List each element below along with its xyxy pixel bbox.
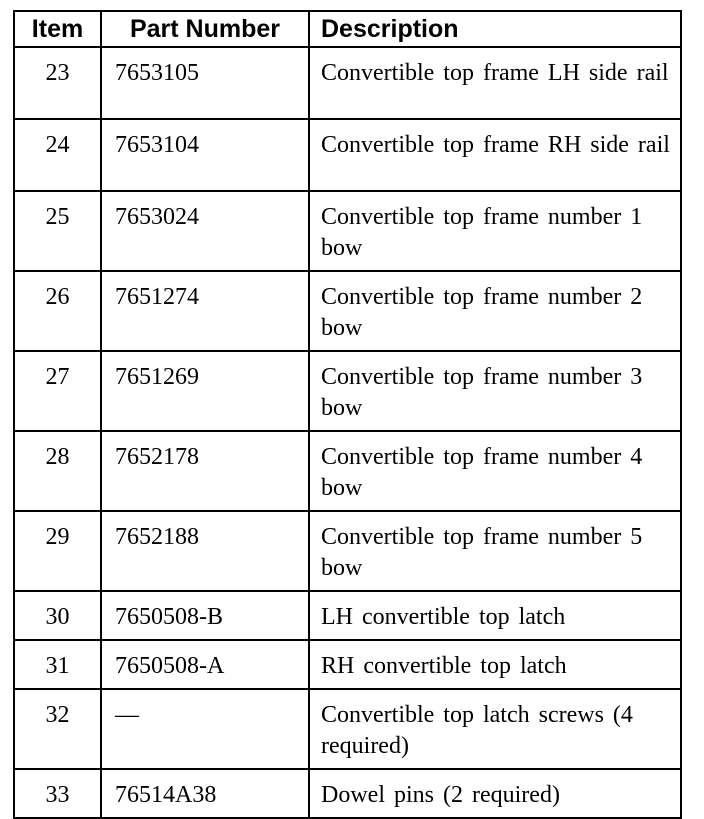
description-cell: Convertible top frame RH side rail bbox=[309, 119, 681, 191]
part-number-cell: 7651274 bbox=[101, 271, 309, 351]
item-cell: 32 bbox=[14, 689, 101, 769]
description-cell: RH convertible top latch bbox=[309, 640, 681, 689]
part-number-cell: 7653024 bbox=[101, 191, 309, 271]
table-row bbox=[14, 191, 681, 271]
header-row bbox=[14, 11, 681, 47]
description-cell: Convertible top frame number 3 bow bbox=[309, 351, 681, 431]
table-row bbox=[14, 431, 681, 511]
part-number-column-header: Part Number bbox=[101, 11, 309, 47]
description-column-header: Description bbox=[309, 11, 681, 47]
item-cell: 33 bbox=[14, 769, 101, 818]
table-body bbox=[14, 47, 681, 818]
part-number-cell: 7653105 bbox=[101, 47, 309, 119]
description-cell: Convertible top frame number 5 bow bbox=[309, 511, 681, 591]
item-cell: 30 bbox=[14, 591, 101, 640]
description-cell: Convertible top latch screws (4 required) bbox=[309, 689, 681, 769]
part-number-cell: 7650508-B bbox=[101, 591, 309, 640]
item-column-header: Item bbox=[14, 11, 101, 47]
table-row bbox=[14, 769, 681, 818]
table-row bbox=[14, 271, 681, 351]
table-row bbox=[14, 591, 681, 640]
table-row bbox=[14, 351, 681, 431]
description-cell: Convertible top frame number 2 bow bbox=[309, 271, 681, 351]
item-cell: 23 bbox=[14, 47, 101, 119]
description-cell: Dowel pins (2 required) bbox=[309, 769, 681, 818]
part-number-cell: — bbox=[101, 689, 309, 769]
table-header bbox=[14, 11, 681, 47]
parts-table bbox=[13, 10, 682, 819]
description-cell: Convertible top frame LH side rail bbox=[309, 47, 681, 119]
item-cell: 27 bbox=[14, 351, 101, 431]
part-number-cell: 7650508-A bbox=[101, 640, 309, 689]
description-cell: LH convertible top latch bbox=[309, 591, 681, 640]
table-row bbox=[14, 640, 681, 689]
part-number-cell: 76514A38 bbox=[101, 769, 309, 818]
table-row bbox=[14, 47, 681, 119]
item-cell: 28 bbox=[14, 431, 101, 511]
item-cell: 29 bbox=[14, 511, 101, 591]
item-cell: 31 bbox=[14, 640, 101, 689]
part-number-cell: 7652188 bbox=[101, 511, 309, 591]
table-row bbox=[14, 689, 681, 769]
description-cell: Convertible top frame number 4 bow bbox=[309, 431, 681, 511]
part-number-cell: 7652178 bbox=[101, 431, 309, 511]
table-row bbox=[14, 511, 681, 591]
item-cell: 24 bbox=[14, 119, 101, 191]
item-cell: 26 bbox=[14, 271, 101, 351]
table-row bbox=[14, 119, 681, 191]
item-cell: 25 bbox=[14, 191, 101, 271]
part-number-cell: 7653104 bbox=[101, 119, 309, 191]
part-number-cell: 7651269 bbox=[101, 351, 309, 431]
description-cell: Convertible top frame number 1 bow bbox=[309, 191, 681, 271]
